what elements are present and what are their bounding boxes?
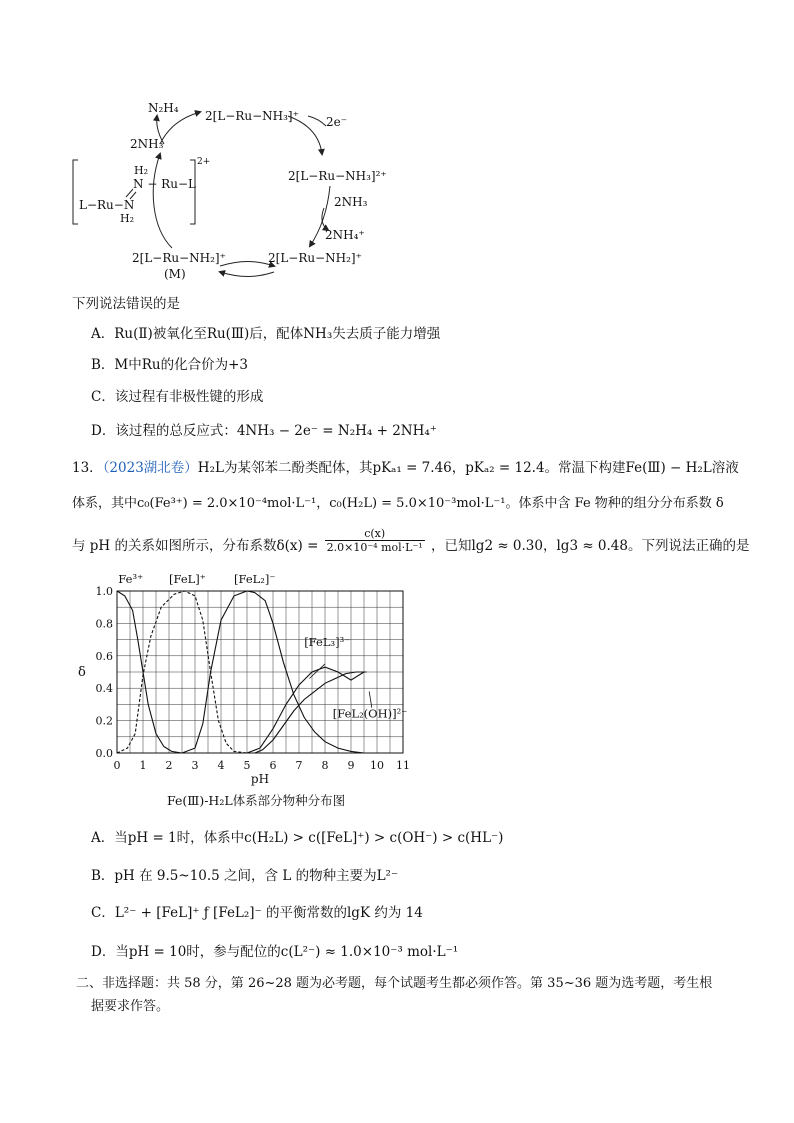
dimer-bond-lower <box>126 189 133 197</box>
q13-option-b: B．pH 在 9.5~10.5 之间，含 L 的物种主要为L²⁻ <box>91 868 399 884</box>
section2-line2: 据要求作答。 <box>91 999 170 1014</box>
dimer-n-ru-l: N − Ru−L <box>133 177 196 191</box>
x-tick-label: 10 <box>370 759 384 772</box>
n2h4-label: N₂H₄ <box>148 101 179 115</box>
x-tick-label: 5 <box>243 759 251 772</box>
bottom-left-label: 2[L−Ru−NH₂]⁺ <box>132 251 226 265</box>
right-complex-label: 2[L−Ru−NH₃]²⁺ <box>288 169 387 183</box>
x-axis-label: pH <box>250 772 270 786</box>
top-complex-label: 2[L−Ru−NH₃]⁺ <box>205 109 299 123</box>
series-label-4: [FeL₂(OH)]²⁻ <box>332 706 408 721</box>
q12-option-d: D．该过程的总反应式：4NH₃ − 2e⁻ = N₂H₄ + 2NH₄⁺ <box>91 423 437 439</box>
x-tick-label: 2 <box>165 759 173 772</box>
section2-line1: 二、非选择题：共 58 分，第 26~28 题为必考题，每个试题考生都必须作答。第 35~36 题为选考题，考生根 <box>76 976 713 991</box>
q13-fraction <box>325 527 425 554</box>
y-tick-label: 0.8 <box>95 617 113 631</box>
x-tick-label: 4 <box>217 759 225 772</box>
q12-prompt: 下列说法错误的是 <box>72 296 180 312</box>
series-label-2: [FeL₂]⁻ <box>234 572 276 586</box>
q13-option-c: C．L²⁻ + [FeL]⁺ ƒ [FeL₂]⁻ 的平衡常数的lgK 约为 14 <box>91 905 423 921</box>
x-tick-label: 0 <box>113 759 121 772</box>
equilibrium-arrow-forward <box>220 262 274 267</box>
equilibrium-arrow-back <box>220 272 274 277</box>
catalytic-cycle-diagram <box>60 88 400 288</box>
y-tick-label: 0.2 <box>95 714 113 728</box>
q13-option-d: D．当pH = 10时，参与配位的c(L²⁻) ≈ 1.0×10⁻³ mol·L⁻¹ <box>91 944 459 960</box>
q13-line1-rest: H₂L为某邻苯二酚类配体，其pKₐ₁ = 7.46，pKₐ₂ = 12.4。常温下构建Fe(Ⅲ) − H₂L溶液 <box>197 460 739 476</box>
q12-option-b: B．M中Ru的化合价为+3 <box>91 357 249 373</box>
fel3-pointer <box>309 664 325 679</box>
dimer-h2-bottom: H₂ <box>120 212 135 225</box>
q13-frac-num: c(x) <box>325 527 425 541</box>
q12-option-a: A．Ru(Ⅱ)被氧化至Ru(Ⅲ)后，配体NH₃失去质子能力增强 <box>91 326 441 342</box>
fel2oh-pointer <box>369 691 372 707</box>
arrow-up-to-top <box>160 112 200 144</box>
q13-number: 13． <box>72 460 103 476</box>
right-nh3-label: 2NH₃ <box>334 195 368 209</box>
dimer-bracket-right <box>190 160 195 224</box>
y-tick-label: 0.0 <box>95 747 113 760</box>
dimer-charge: 2+ <box>197 157 211 167</box>
q13-frac-den: 2.0×10⁻⁴ mol·L⁻¹ <box>326 541 423 554</box>
q13-option-a: A．当pH = 1时，体系中c(H₂L) > c([FeL]⁺) > c(OH⁻) > c(HL⁻) <box>91 830 504 846</box>
x-tick-label: 1 <box>139 759 147 772</box>
q13-source: （2023湖北卷） <box>102 460 198 476</box>
y-tick-label: 0.6 <box>95 649 113 663</box>
x-tick-label: 8 <box>321 759 329 772</box>
two-e-label: 2e⁻ <box>326 115 348 129</box>
y-tick-label: 1.0 <box>95 585 113 598</box>
x-tick-label: 9 <box>347 759 355 772</box>
dimer-h2-top: H₂ <box>134 164 149 177</box>
q12-option-c: C．该过程有非极性键的形成 <box>91 389 264 405</box>
dimer-l-ru-n: L−Ru−N <box>79 198 135 212</box>
left-nh3-label: 2NH₃ <box>130 137 164 151</box>
q13-line1 <box>72 456 739 476</box>
x-tick-label: 3 <box>191 759 199 772</box>
series-label-1: [FeL]⁺ <box>169 572 206 586</box>
q13-line3 <box>72 527 750 563</box>
chart-caption: Fe(Ⅲ)-H₂L体系部分物种分布图 <box>167 793 346 808</box>
x-tick-label: 7 <box>295 759 303 772</box>
arrow-2e-out <box>308 116 326 126</box>
q13-line2: 体系，其中c₀(Fe³⁺) = 2.0×10⁻⁴mol·L⁻¹，c₀(H₂L) = 5.0×10⁻³mol·L⁻¹。体系中含 Fe 物种的组分分布系数 δ <box>72 496 724 511</box>
y-tick-label: 0.4 <box>95 682 113 696</box>
y-axis-label: δ <box>78 665 86 680</box>
x-tick-label: 11 <box>396 759 410 772</box>
q13-line3-a: 与 pH 的关系如图所示，分布系数δ(x) = <box>72 538 319 554</box>
series-label-0: Fe³⁺ <box>118 572 144 586</box>
right-nh4-label: 2NH₄⁺ <box>325 228 365 242</box>
x-tick-label: 6 <box>269 759 277 772</box>
arrow-left-up <box>153 154 172 248</box>
q13-line3-b: ，已知lg2 ≈ 0.30，lg3 ≈ 0.48。下列说法正确的是 <box>430 538 750 554</box>
m-label: (M) <box>164 267 186 281</box>
dimer-bracket-left <box>73 160 78 224</box>
bottom-right-label: 2[L−Ru−NH₂]⁺ <box>268 251 362 265</box>
series-label-3: [FeL₃]³⁻ <box>304 635 351 650</box>
distribution-chart <box>70 562 420 812</box>
